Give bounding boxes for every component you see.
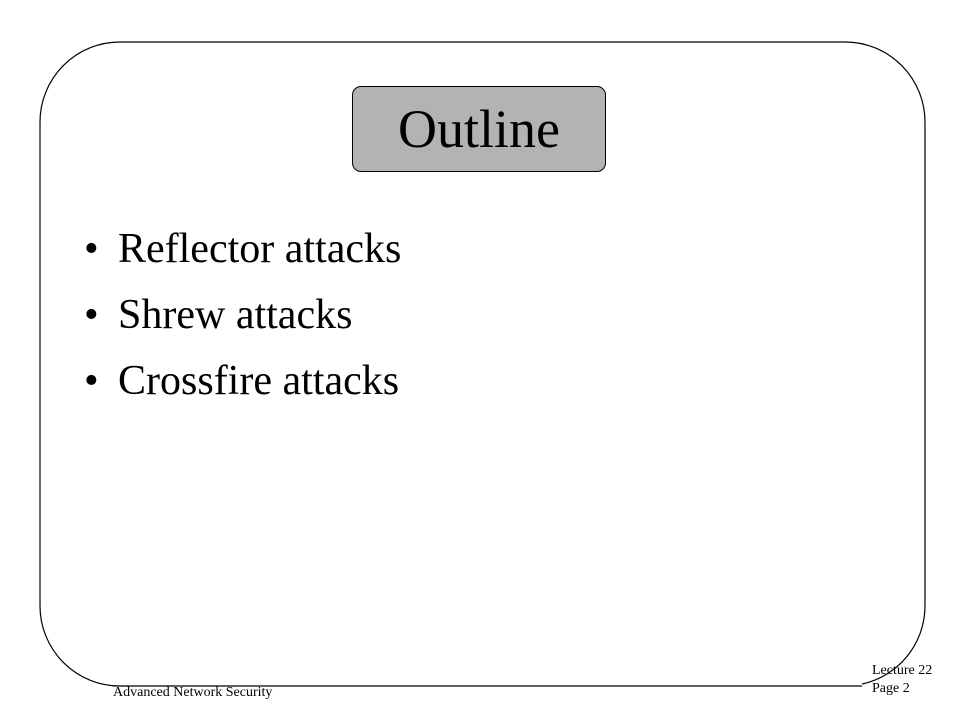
bullet-item bbox=[84, 282, 401, 348]
slide-title: Outline bbox=[398, 99, 560, 159]
title-box bbox=[352, 86, 606, 172]
footer-page-number: Page 2 bbox=[872, 681, 910, 696]
footer-lecture-number: Lecture 22 bbox=[872, 663, 933, 678]
footer-page-info bbox=[872, 662, 932, 698]
bullet-text: Shrew attacks bbox=[118, 292, 353, 338]
bullet-list bbox=[84, 216, 401, 414]
footer-course-name: Advanced Network Security bbox=[113, 685, 273, 700]
bullet-icon: • bbox=[84, 226, 99, 272]
bullet-item bbox=[84, 216, 401, 282]
bullet-item bbox=[84, 348, 401, 414]
bullet-text: Reflector attacks bbox=[118, 226, 402, 272]
bullet-icon: • bbox=[84, 358, 99, 404]
bullet-icon: • bbox=[84, 292, 99, 338]
bullet-text: Crossfire attacks bbox=[118, 358, 400, 404]
